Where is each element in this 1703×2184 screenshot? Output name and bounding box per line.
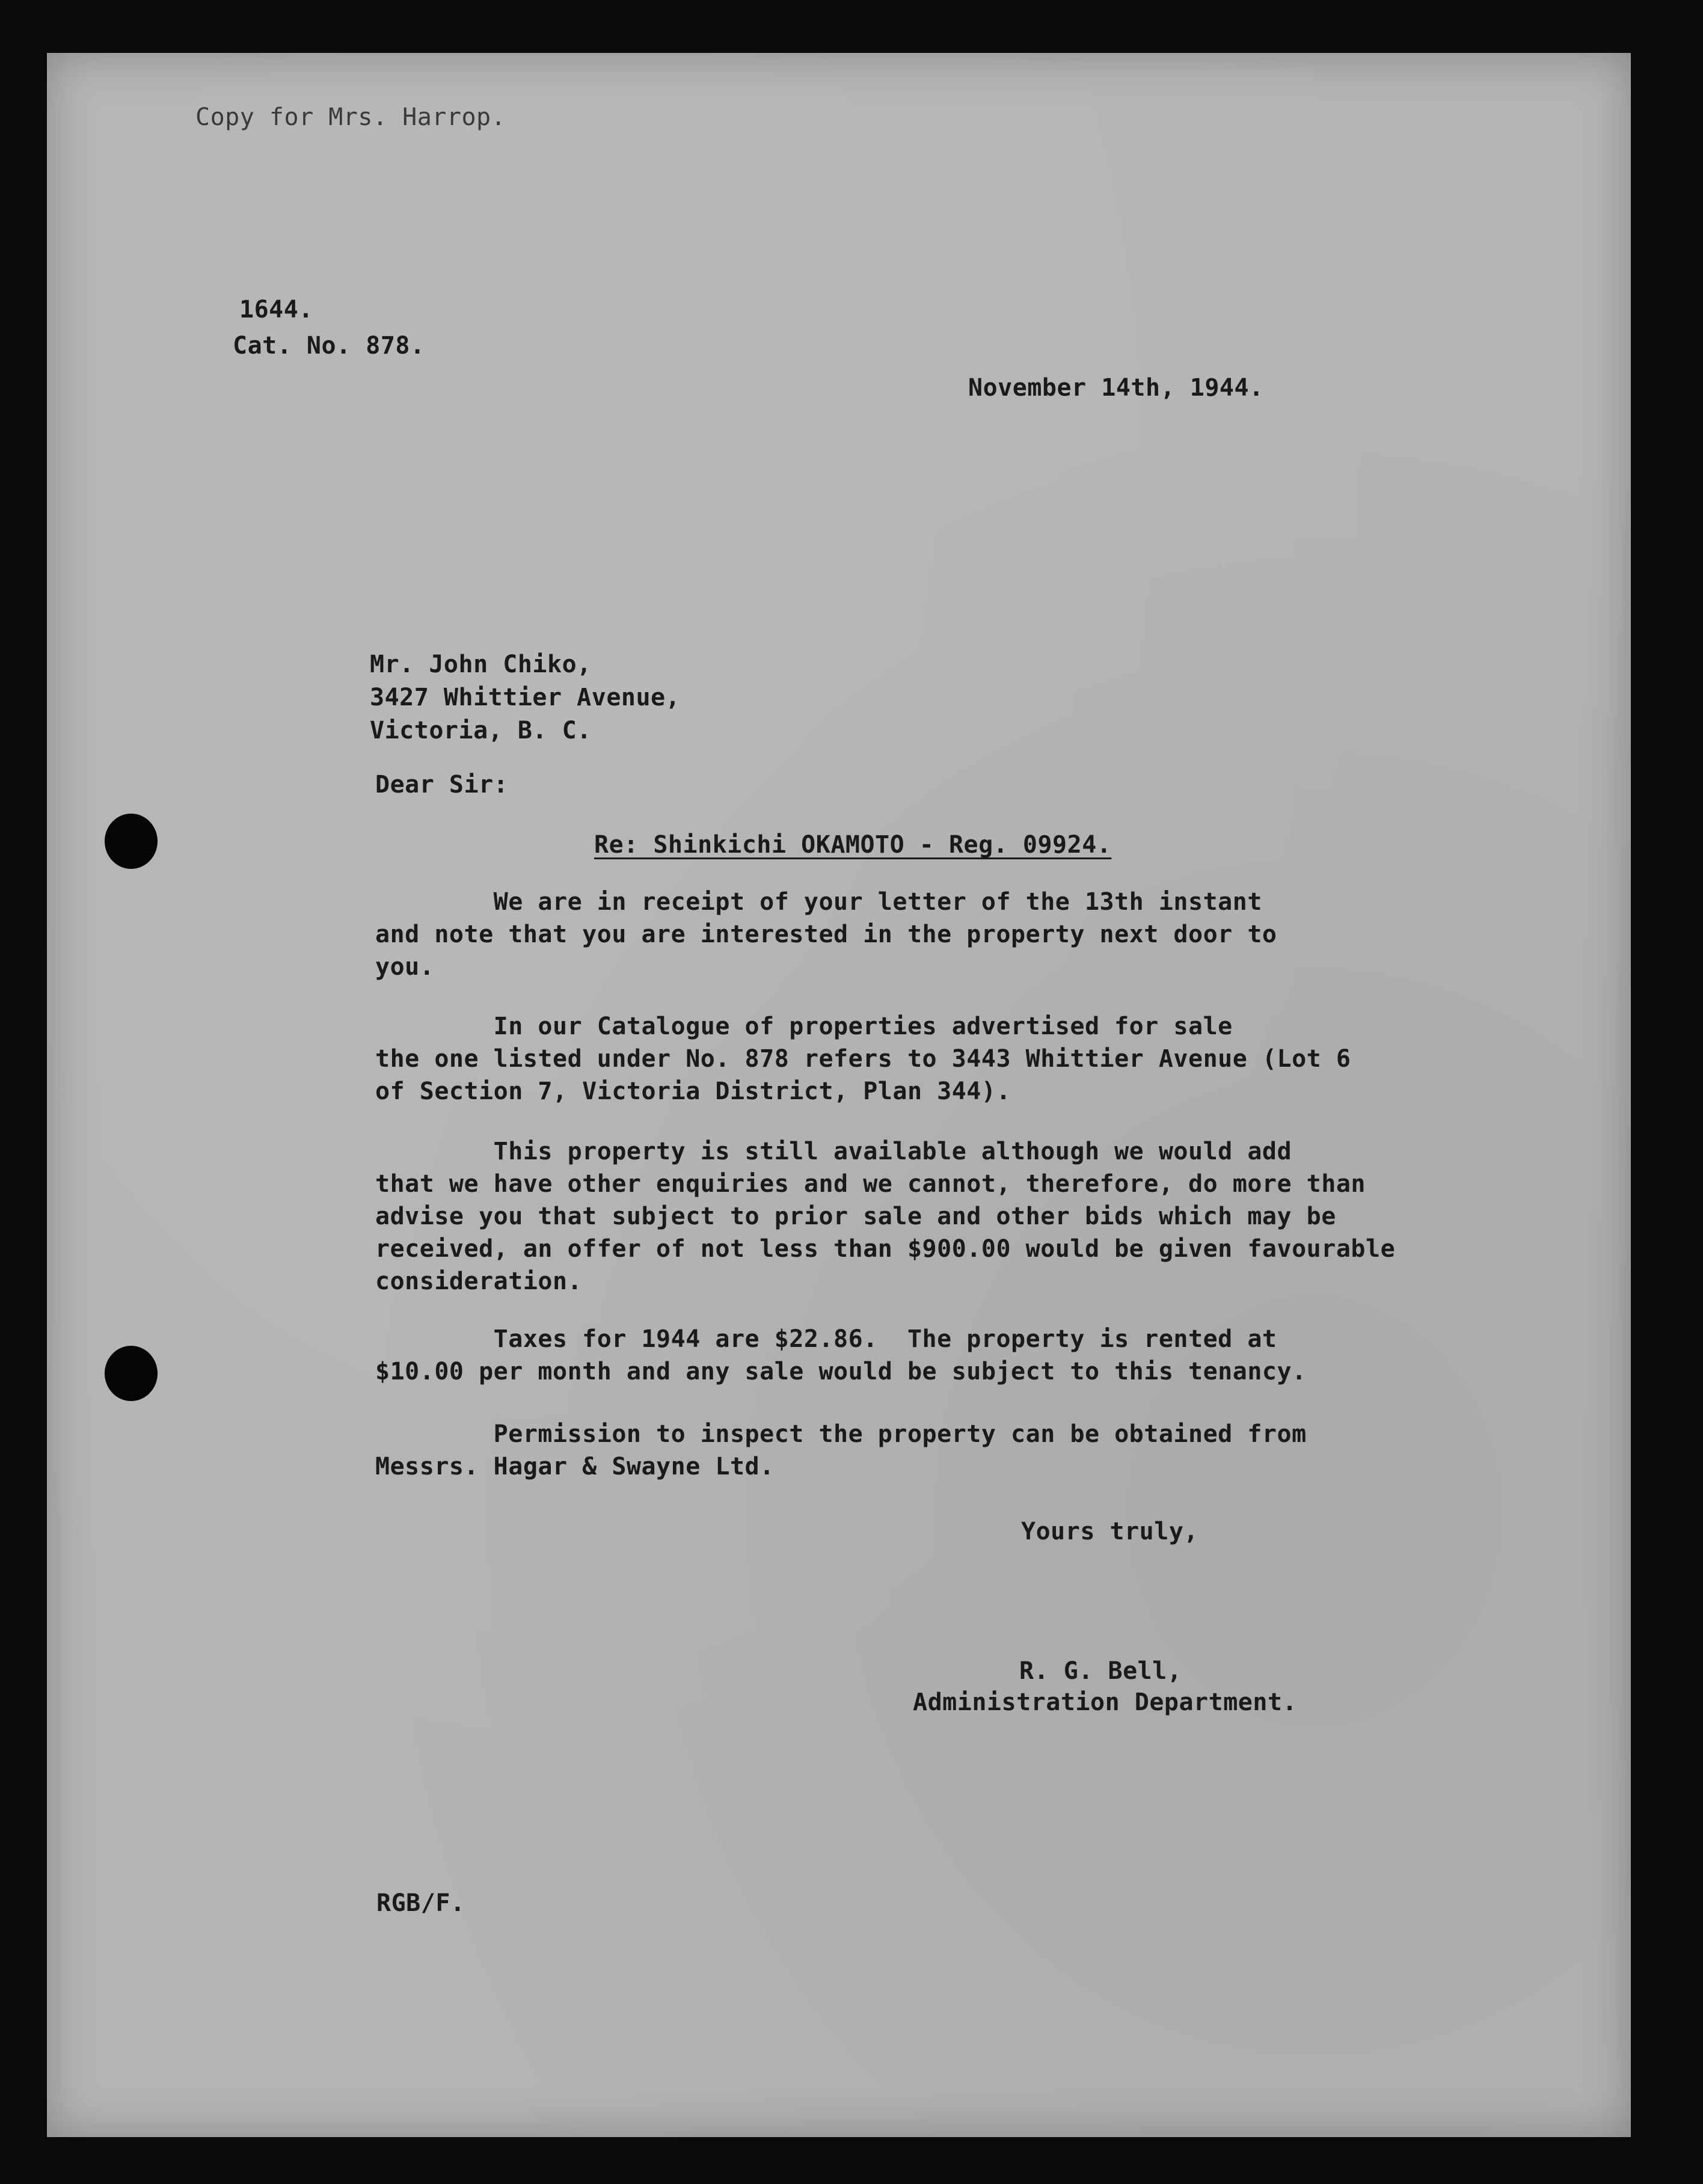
paragraph-line: This property is still available although we would add (375, 1138, 1292, 1165)
signature-name: R. G. Bell, (1019, 1657, 1182, 1685)
closing: Yours truly, (1021, 1518, 1198, 1545)
paragraph-line: Permission to inspect the property can be obtained from (375, 1420, 1307, 1448)
punch-hole-top (105, 814, 158, 869)
paragraph-line: We are in receipt of your letter of the 13th instant (375, 888, 1262, 916)
letter-date: November 14th, 1944. (968, 374, 1264, 402)
paragraph-line: In our Catalogue of properties advertised for sale (375, 1013, 1233, 1040)
paragraph-line: advise you that subject to prior sale and other bids which may be (375, 1203, 1336, 1230)
recipient-name: Mr. John Chiko, (370, 651, 592, 678)
paragraph-line: you. (375, 953, 435, 981)
copy-note: Copy for Mrs. Harrop. (195, 103, 506, 131)
paragraph-line: $10.00 per month and any sale would be subject to this tenancy. (375, 1358, 1307, 1385)
punch-hole-bottom (105, 1346, 158, 1401)
reference-initials: RGB/F. (376, 1889, 465, 1917)
recipient-city: Victoria, B. C. (370, 717, 592, 744)
recipient-street: 3427 Whittier Avenue, (370, 684, 681, 711)
paragraph-line: Taxes for 1944 are $22.86. The property is rented at (375, 1325, 1277, 1353)
subject-line (594, 829, 1111, 861)
signature-department: Administration Department. (913, 1689, 1298, 1716)
paragraph-line: of Section 7, Victoria District, Plan 344). (375, 1078, 1011, 1105)
paragraph-receipt (375, 886, 1277, 983)
paragraph-line: Messrs. Hagar & Swayne Ltd. (375, 1453, 775, 1480)
paragraph-line: received, an offer of not less than $900.00 would be given favourable (375, 1235, 1396, 1263)
paragraph-line: the one listed under No. 878 refers to 3443 Whittier Avenue (Lot 6 (375, 1045, 1351, 1073)
paragraph-line: consideration. (375, 1268, 583, 1295)
salutation: Dear Sir: (375, 771, 509, 799)
subject-text: Re: Shinkichi OKAMOTO - Reg. 09924. (594, 831, 1112, 859)
paragraph-availability (375, 1135, 1395, 1298)
paragraph-line: and note that you are interested in the property next door to (375, 921, 1277, 948)
catalogue-number: Cat. No. 878. (233, 332, 425, 360)
paragraph-taxes (375, 1323, 1307, 1388)
paragraph-line: that we have other enquiries and we cannot, therefore, do more than (375, 1170, 1366, 1198)
paragraph-catalogue (375, 1010, 1351, 1108)
letter-page (47, 53, 1631, 2137)
file-number: 1644. (239, 296, 313, 324)
paragraph-permission (375, 1418, 1307, 1483)
